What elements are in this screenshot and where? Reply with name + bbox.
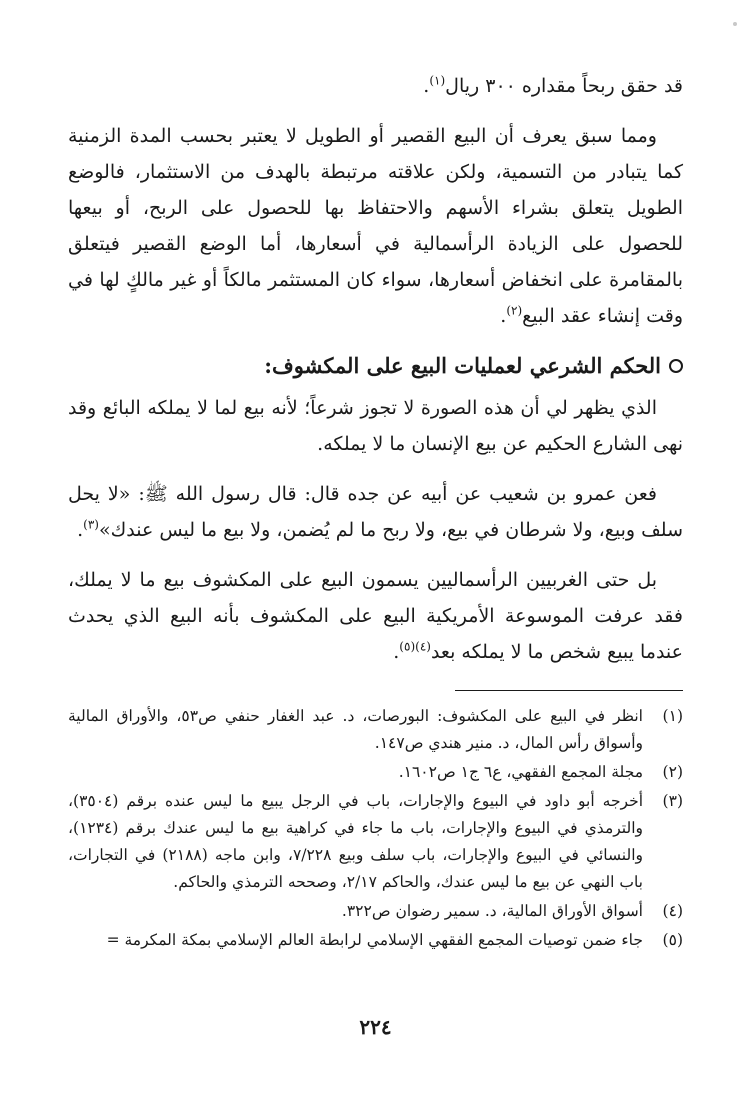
footnote-5: (٥) جاء ضمن توصيات المجمع الفقهي الإسلامي لرابطة العالم الإسلامي بمكة المكرمة = bbox=[106, 931, 683, 949]
footnote-3: (٣) أخرجه أبو داود في البيوع والإجارات، باب في الرجل يبيع ما ليس عنده برقم (٣٥٠٤)، والترمذي في البيوع والإجارات، باب ما جاء في كراهية بيع ما ليس عندك برقم (١٢٣٤)، والنسائي في البيوع والإجارات، باب سلف وبيع ٧/٢٢٨، وابن ماجه (٢١٨٨) في التجارات، باب النهي عن بيع ما ليس عندك، والحاكم ٢/١٧، وصححه الترمذي والحاكم. bbox=[68, 792, 683, 891]
footnote-ref-2: (٢) bbox=[506, 303, 523, 318]
footnotes bbox=[68, 703, 683, 954]
footnote-4: (٤) أسواق الأوراق المالية، د. سمير رضوان ص٣٢٢. bbox=[341, 902, 683, 920]
paragraph-3: الذي يظهر لي أن هذه الصورة لا تجوز شرعاً؛ لأنه بيع لما لا يملكه البائع وقد نهى الشارع الحكيم عن بيع الإنسان ما لا يملكه. bbox=[68, 397, 683, 455]
paragraph-2: ومما سبق يعرف أن البيع القصير أو الطويل لا يعتبر بحسب المدة الزمنية كما يتبادر من التسمية، ولكن علاقته مرتبطة بالهدف من الاستثمار، فالوضع الطويل يتعلق بشراء الأسهم والاحتفاظ بها للحصول على الربح، أو بيعها للحصول على الزيادة الرأسمالية في أسعارها، أما الوضع القصير فيتعلق بالمقامرة على انخفاض أسعارها، سواء كان المستثمر مالكاً أو غير مالكٍ لها في وقت إنشاء عقد البيع$^{(٢)}$. bbox=[68, 125, 684, 327]
footnote-ref-3: (٣) bbox=[83, 517, 99, 532]
paragraph-1: قد حقق ربحاً مقداره ٣٠٠ ريال$^{(١)}$. bbox=[423, 73, 683, 97]
section-heading: الحكم الشرعي لعمليات البيع على المكشوف: bbox=[68, 348, 683, 384]
paragraph-5: بل حتى الغربيين الرأسماليين يسمون البيع على المكشوف بيع ما لا يملك، فقد عرفت الموسوعة الأمريكية البيع على المكشوف بأنه البيع الذي يحدث عندما يبيع شخص ما لا يملكه بعد$^{(٤)(٥)}$. bbox=[68, 569, 683, 663]
circle-bullet-icon bbox=[669, 359, 683, 373]
footnote-2: (٢) مجلة المجمع الفقهي، ع٦ ج١ ص١٦٠٢. bbox=[398, 763, 683, 781]
document-page bbox=[68, 68, 683, 1039]
page-number: ٢٢٤ bbox=[359, 1015, 392, 1039]
footnote-ref-4-5: (٤)(٥) bbox=[399, 639, 431, 654]
footnote-divider bbox=[455, 690, 683, 691]
paragraph-4: فعن عمرو بن شعيب عن أبيه عن جده قال: قال رسول الله ﷺ: «لا يحل سلف وبيع، ولا شرطان في بيع، ولا ربح ما لم يُضمن، ولا بيع ما ليس عندك»$^{(٣)}$. bbox=[68, 483, 683, 541]
footnote-1: (١) انظر في البيع على المكشوف: البورصات، د. عبد الغفار حنفي ص٥٣، والأوراق المالية وأسواق رأس المال، د. منير هندي ص١٤٧. bbox=[68, 707, 683, 752]
footnote-ref-1: (١) bbox=[429, 73, 446, 88]
scan-mark bbox=[733, 22, 737, 26]
